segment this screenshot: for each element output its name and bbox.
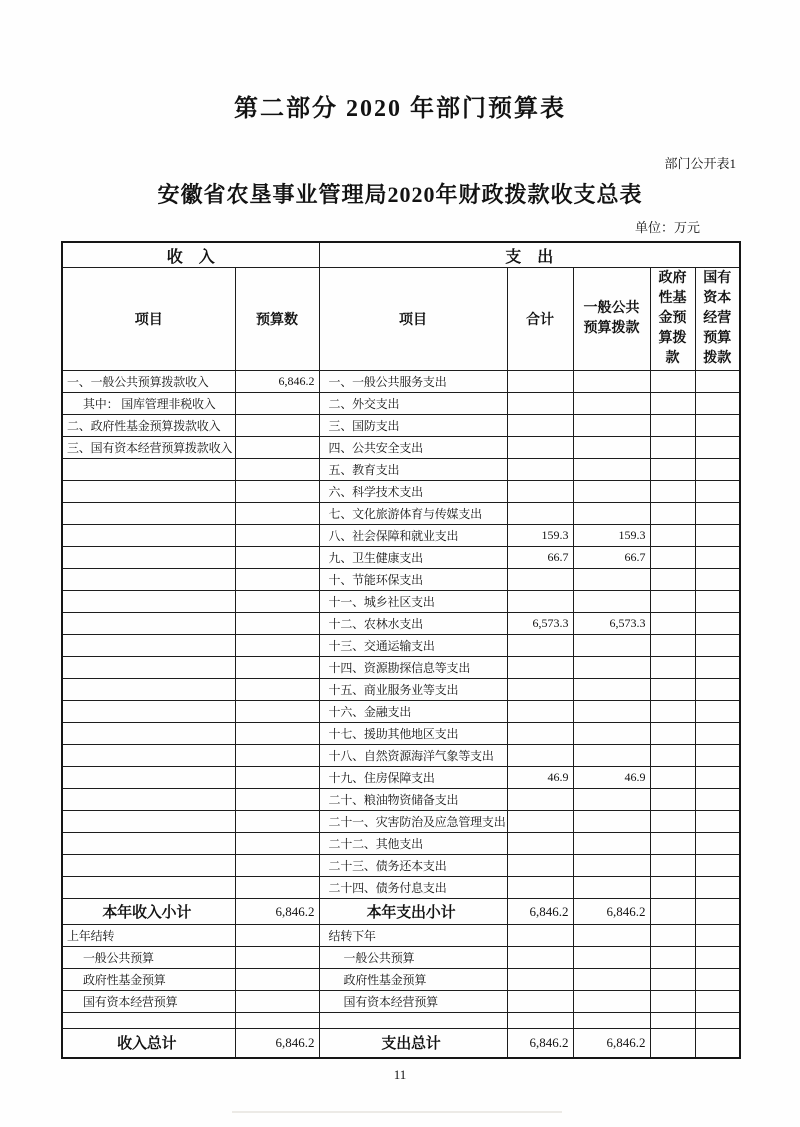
- expense-capital-cell: [695, 899, 740, 925]
- expense-fund-cell: [650, 591, 695, 613]
- expense-general-cell: [573, 657, 650, 679]
- income-item-cell: 一、一般公共预算拨款收入: [62, 371, 235, 393]
- table-row: [62, 745, 740, 767]
- expense-general-cell: [573, 789, 650, 811]
- expense-item-cell: 九、卫生健康支出: [319, 547, 507, 569]
- expense-item-cell: 三、国防支出: [319, 415, 507, 437]
- expense-capital-cell: [695, 789, 740, 811]
- expense-general-cell: [573, 415, 650, 437]
- expense-general-cell: [573, 371, 650, 393]
- expense-total-cell: [507, 855, 573, 877]
- expense-capital-cell: [695, 833, 740, 855]
- expense-capital-cell: [695, 371, 740, 393]
- page-title: 安徽省农垦事业管理局2020年财政拨款收支总表: [157, 182, 643, 207]
- income-item-cell: 政府性基金预算: [62, 969, 235, 991]
- income-item-cell: [62, 503, 235, 525]
- expense-item-cell: 六、科学技术支出: [319, 481, 507, 503]
- expense-capital-cell: [695, 1029, 740, 1058]
- expense-general-cell: 46.9: [573, 767, 650, 789]
- income-item-cell: [62, 481, 235, 503]
- income-amount-cell: [235, 991, 319, 1013]
- income-amount-cell: [235, 1013, 319, 1029]
- expense-fund-cell: [650, 657, 695, 679]
- expense-item-cell: 一、一般公共服务支出: [319, 371, 507, 393]
- table-header-row: [62, 268, 740, 371]
- income-amount-cell: [235, 723, 319, 745]
- page-number: 11: [393, 1066, 407, 1082]
- expense-fund-cell: [650, 767, 695, 789]
- expense-item-cell: 七、文化旅游体育与传媒支出: [319, 503, 507, 525]
- expense-fund-cell: [650, 723, 695, 745]
- expense-capital-cell: [695, 877, 740, 899]
- expense-fund-cell: [650, 833, 695, 855]
- expense-general-cell: [573, 877, 650, 899]
- expense-item-cell: 十三、交通运输支出: [319, 635, 507, 657]
- expense-total-cell: [507, 723, 573, 745]
- table-row: [62, 833, 740, 855]
- expense-fund-cell: [650, 547, 695, 569]
- expense-capital-cell: [695, 393, 740, 415]
- income-item-cell: [62, 745, 235, 767]
- expense-fund-cell: [650, 437, 695, 459]
- income-item-cell: [62, 877, 235, 899]
- expense-capital-cell: [695, 1013, 740, 1029]
- expense-total-cell: [507, 925, 573, 947]
- expense-general-cell: [573, 569, 650, 591]
- expense-capital-cell: [695, 503, 740, 525]
- table-row: [62, 701, 740, 723]
- expense-item-cell: 十六、金融支出: [319, 701, 507, 723]
- budget-table: [61, 241, 741, 1059]
- income-amount-cell: [235, 745, 319, 767]
- income-amount-cell: [235, 855, 319, 877]
- expense-fund-cell: [650, 745, 695, 767]
- income-amount-cell: [235, 503, 319, 525]
- income-item-cell: 二、政府性基金预算拨款收入: [62, 415, 235, 437]
- income-item-cell: 上年结转: [62, 925, 235, 947]
- table-row: [62, 437, 740, 459]
- expense-total-cell: [507, 503, 573, 525]
- income-amount-cell: [235, 569, 319, 591]
- expense-capital-cell: [695, 767, 740, 789]
- expense-item-cell: 结转下年: [319, 925, 507, 947]
- table-row: [62, 635, 740, 657]
- expense-total-cell: [507, 969, 573, 991]
- income-amount-cell: [235, 437, 319, 459]
- income-amount-cell: 6,846.2: [235, 899, 319, 925]
- table-row: [62, 1013, 740, 1029]
- expense-group-header: 支 出: [319, 242, 740, 268]
- expense-fund-cell: [650, 393, 695, 415]
- income-item-cell: [62, 657, 235, 679]
- expense-total-cell: 6,846.2: [507, 1029, 573, 1058]
- expense-fund-header: 政府性基金预算拨款: [650, 268, 695, 371]
- table-row: [62, 591, 740, 613]
- expense-item-cell: 十二、农林水支出: [319, 613, 507, 635]
- expense-capital-cell: [695, 415, 740, 437]
- expense-general-cell: [573, 947, 650, 969]
- expense-general-cell: 6,846.2: [573, 899, 650, 925]
- expense-fund-cell: [650, 899, 695, 925]
- income-amount-cell: [235, 635, 319, 657]
- income-group-header: 收 入: [62, 242, 319, 268]
- expense-general-cell: [573, 969, 650, 991]
- expense-general-header: 一般公共预算拨款: [573, 268, 650, 371]
- table-label: 部门公开表1: [664, 156, 736, 171]
- table-row: [62, 811, 740, 833]
- table-row: [62, 767, 740, 789]
- income-item-cell: [62, 767, 235, 789]
- expense-total-cell: [507, 745, 573, 767]
- table-row: [62, 679, 740, 701]
- income-item-cell: 国有资本经营预算: [62, 991, 235, 1013]
- expense-item-cell: 十一、城乡社区支出: [319, 591, 507, 613]
- unit-note: 单位：万元: [634, 220, 700, 235]
- expense-fund-cell: [650, 569, 695, 591]
- table-row: [62, 415, 740, 437]
- expense-fund-cell: [650, 877, 695, 899]
- income-item-cell: [62, 591, 235, 613]
- table-row: [62, 969, 740, 991]
- expense-capital-cell: [695, 811, 740, 833]
- table-row: [62, 613, 740, 635]
- income-item-cell: [62, 855, 235, 877]
- expense-general-cell: [573, 925, 650, 947]
- expense-total-cell: 6,846.2: [507, 899, 573, 925]
- expense-item-cell: 一般公共预算: [319, 947, 507, 969]
- expense-fund-cell: [650, 947, 695, 969]
- expense-total-cell: [507, 679, 573, 701]
- income-item-cell: [62, 547, 235, 569]
- income-amount-cell: [235, 833, 319, 855]
- expense-total-cell: [507, 437, 573, 459]
- table-row: [62, 459, 740, 481]
- income-item-cell: [62, 811, 235, 833]
- table-row: [62, 877, 740, 899]
- expense-fund-cell: [650, 811, 695, 833]
- income-amount-cell: [235, 657, 319, 679]
- income-item-cell: [62, 1013, 235, 1029]
- expense-capital-cell: [695, 723, 740, 745]
- expense-general-cell: [573, 481, 650, 503]
- expense-item-cell: 二十三、债务还本支出: [319, 855, 507, 877]
- expense-total-cell: [507, 991, 573, 1013]
- expense-total-cell: [507, 947, 573, 969]
- table-row: [62, 991, 740, 1013]
- expense-total-header: 合计: [507, 268, 573, 371]
- expense-total-cell: [507, 635, 573, 657]
- expense-fund-cell: [650, 855, 695, 877]
- expense-general-cell: [573, 635, 650, 657]
- expense-fund-cell: [650, 613, 695, 635]
- income-amount-cell: 6,846.2: [235, 1029, 319, 1058]
- expense-total-cell: [507, 811, 573, 833]
- table-row: [62, 899, 740, 925]
- expense-item-cell: 四、公共安全支出: [319, 437, 507, 459]
- expense-total-cell: [507, 789, 573, 811]
- expense-item-cell: 二、外交支出: [319, 393, 507, 415]
- income-amount-cell: [235, 591, 319, 613]
- table-row: [62, 723, 740, 745]
- income-item-cell: 一般公共预算: [62, 947, 235, 969]
- expense-total-cell: [507, 481, 573, 503]
- expense-general-cell: [573, 833, 650, 855]
- expense-item-cell: 八、社会保障和就业支出: [319, 525, 507, 547]
- income-amount-cell: [235, 525, 319, 547]
- expense-general-cell: [573, 811, 650, 833]
- expense-fund-cell: [650, 635, 695, 657]
- table-row: [62, 855, 740, 877]
- expense-item-cell: 十、节能环保支出: [319, 569, 507, 591]
- expense-capital-cell: [695, 679, 740, 701]
- income-item-cell: 其中： 国库管理非税收入: [62, 393, 235, 415]
- expense-total-cell: [507, 833, 573, 855]
- expense-fund-cell: [650, 925, 695, 947]
- expense-item-cell: 本年支出小计: [319, 899, 507, 925]
- expense-general-cell: [573, 745, 650, 767]
- expense-fund-cell: [650, 371, 695, 393]
- expense-general-cell: [573, 723, 650, 745]
- expense-capital-cell: [695, 591, 740, 613]
- expense-fund-cell: [650, 481, 695, 503]
- income-item-cell: [62, 679, 235, 701]
- expense-capital-cell: [695, 525, 740, 547]
- expense-fund-cell: [650, 701, 695, 723]
- expense-capital-cell: [695, 969, 740, 991]
- expense-capital-cell: [695, 481, 740, 503]
- income-amount-cell: [235, 925, 319, 947]
- expense-capital-cell: [695, 459, 740, 481]
- expense-fund-cell: [650, 459, 695, 481]
- scan-artifact: [232, 1111, 562, 1113]
- expense-general-cell: [573, 1013, 650, 1029]
- expense-item-cell: 二十一、灾害防治及应急管理支出: [319, 811, 507, 833]
- income-budget-header: 预算数: [235, 268, 319, 371]
- income-amount-cell: [235, 481, 319, 503]
- expense-fund-cell: [650, 991, 695, 1013]
- expense-general-cell: 6,846.2: [573, 1029, 650, 1058]
- expense-total-cell: [507, 415, 573, 437]
- income-amount-cell: [235, 415, 319, 437]
- expense-total-cell: [507, 657, 573, 679]
- income-item-cell: [62, 723, 235, 745]
- income-item-cell: [62, 833, 235, 855]
- expense-item-header: 项目: [319, 268, 507, 371]
- income-amount-cell: [235, 947, 319, 969]
- income-amount-cell: [235, 789, 319, 811]
- expense-fund-cell: [650, 969, 695, 991]
- table-row: [62, 925, 740, 947]
- expense-total-cell: [507, 393, 573, 415]
- expense-item-cell: 二十四、债务付息支出: [319, 877, 507, 899]
- expense-item-cell: 二十、粮油物资储备支出: [319, 789, 507, 811]
- income-item-cell: [62, 635, 235, 657]
- expense-fund-cell: [650, 789, 695, 811]
- budget-table-body: [62, 371, 740, 1058]
- expense-capital-cell: [695, 991, 740, 1013]
- expense-general-cell: [573, 591, 650, 613]
- table-row: [62, 393, 740, 415]
- income-amount-cell: 6,846.2: [235, 371, 319, 393]
- section-title: 第二部分 2020 年部门预算表: [234, 96, 566, 122]
- expense-capital-header: 国有资本经营预算拨款: [695, 268, 740, 371]
- income-item-cell: [62, 525, 235, 547]
- expense-general-cell: [573, 459, 650, 481]
- expense-fund-cell: [650, 679, 695, 701]
- expense-total-cell: [507, 1013, 573, 1029]
- expense-general-cell: [573, 991, 650, 1013]
- table-header-row: [62, 242, 740, 268]
- income-amount-cell: [235, 459, 319, 481]
- income-item-cell: [62, 701, 235, 723]
- table-row: [62, 569, 740, 591]
- expense-item-cell: 五、教育支出: [319, 459, 507, 481]
- table-row: [62, 503, 740, 525]
- expense-capital-cell: [695, 437, 740, 459]
- expense-item-cell: 二十二、其他支出: [319, 833, 507, 855]
- expense-general-cell: [573, 679, 650, 701]
- expense-total-cell: [507, 591, 573, 613]
- income-item-cell: [62, 569, 235, 591]
- income-item-cell: [62, 613, 235, 635]
- income-amount-cell: [235, 393, 319, 415]
- expense-capital-cell: [695, 635, 740, 657]
- expense-capital-cell: [695, 547, 740, 569]
- expense-item-cell: 十五、商业服务业等支出: [319, 679, 507, 701]
- expense-item-cell: 十九、住房保障支出: [319, 767, 507, 789]
- expense-general-cell: [573, 393, 650, 415]
- table-row: [62, 947, 740, 969]
- expense-item-cell: 十四、资源勘探信息等支出: [319, 657, 507, 679]
- income-amount-cell: [235, 547, 319, 569]
- table-row: [62, 789, 740, 811]
- expense-capital-cell: [695, 745, 740, 767]
- expense-total-cell: [507, 569, 573, 591]
- expense-general-cell: [573, 437, 650, 459]
- income-amount-cell: [235, 679, 319, 701]
- expense-capital-cell: [695, 947, 740, 969]
- expense-total-cell: 6,573.3: [507, 613, 573, 635]
- expense-fund-cell: [650, 503, 695, 525]
- expense-fund-cell: [650, 525, 695, 547]
- expense-total-cell: [507, 701, 573, 723]
- expense-item-cell: 国有资本经营预算: [319, 991, 507, 1013]
- expense-total-cell: [507, 371, 573, 393]
- income-item-cell: [62, 789, 235, 811]
- expense-general-cell: 66.7: [573, 547, 650, 569]
- expense-total-cell: 159.3: [507, 525, 573, 547]
- expense-item-cell: 十七、援助其他地区支出: [319, 723, 507, 745]
- income-amount-cell: [235, 767, 319, 789]
- table-row: [62, 371, 740, 393]
- income-amount-cell: [235, 969, 319, 991]
- expense-general-cell: [573, 701, 650, 723]
- expense-total-cell: [507, 877, 573, 899]
- table-row: [62, 1029, 740, 1058]
- expense-total-cell: 46.9: [507, 767, 573, 789]
- table-row: [62, 547, 740, 569]
- expense-general-cell: [573, 855, 650, 877]
- income-item-cell: 收入总计: [62, 1029, 235, 1058]
- income-item-cell: [62, 459, 235, 481]
- expense-capital-cell: [695, 701, 740, 723]
- expense-capital-cell: [695, 613, 740, 635]
- expense-capital-cell: [695, 925, 740, 947]
- expense-item-cell: 政府性基金预算: [319, 969, 507, 991]
- income-item-cell: 三、国有资本经营预算拨款收入: [62, 437, 235, 459]
- income-amount-cell: [235, 877, 319, 899]
- income-item-cell: 本年收入小计: [62, 899, 235, 925]
- expense-general-cell: 159.3: [573, 525, 650, 547]
- table-row: [62, 481, 740, 503]
- expense-item-cell: [319, 1013, 507, 1029]
- income-item-header: 项目: [62, 268, 235, 371]
- expense-general-cell: [573, 503, 650, 525]
- expense-general-cell: 6,573.3: [573, 613, 650, 635]
- expense-capital-cell: [695, 657, 740, 679]
- income-amount-cell: [235, 701, 319, 723]
- income-amount-cell: [235, 811, 319, 833]
- expense-fund-cell: [650, 415, 695, 437]
- expense-item-cell: 支出总计: [319, 1029, 507, 1058]
- expense-fund-cell: [650, 1029, 695, 1058]
- table-row: [62, 525, 740, 547]
- expense-fund-cell: [650, 1013, 695, 1029]
- expense-item-cell: 十八、自然资源海洋气象等支出: [319, 745, 507, 767]
- table-row: [62, 657, 740, 679]
- expense-total-cell: 66.7: [507, 547, 573, 569]
- expense-total-cell: [507, 459, 573, 481]
- expense-capital-cell: [695, 855, 740, 877]
- expense-capital-cell: [695, 569, 740, 591]
- income-amount-cell: [235, 613, 319, 635]
